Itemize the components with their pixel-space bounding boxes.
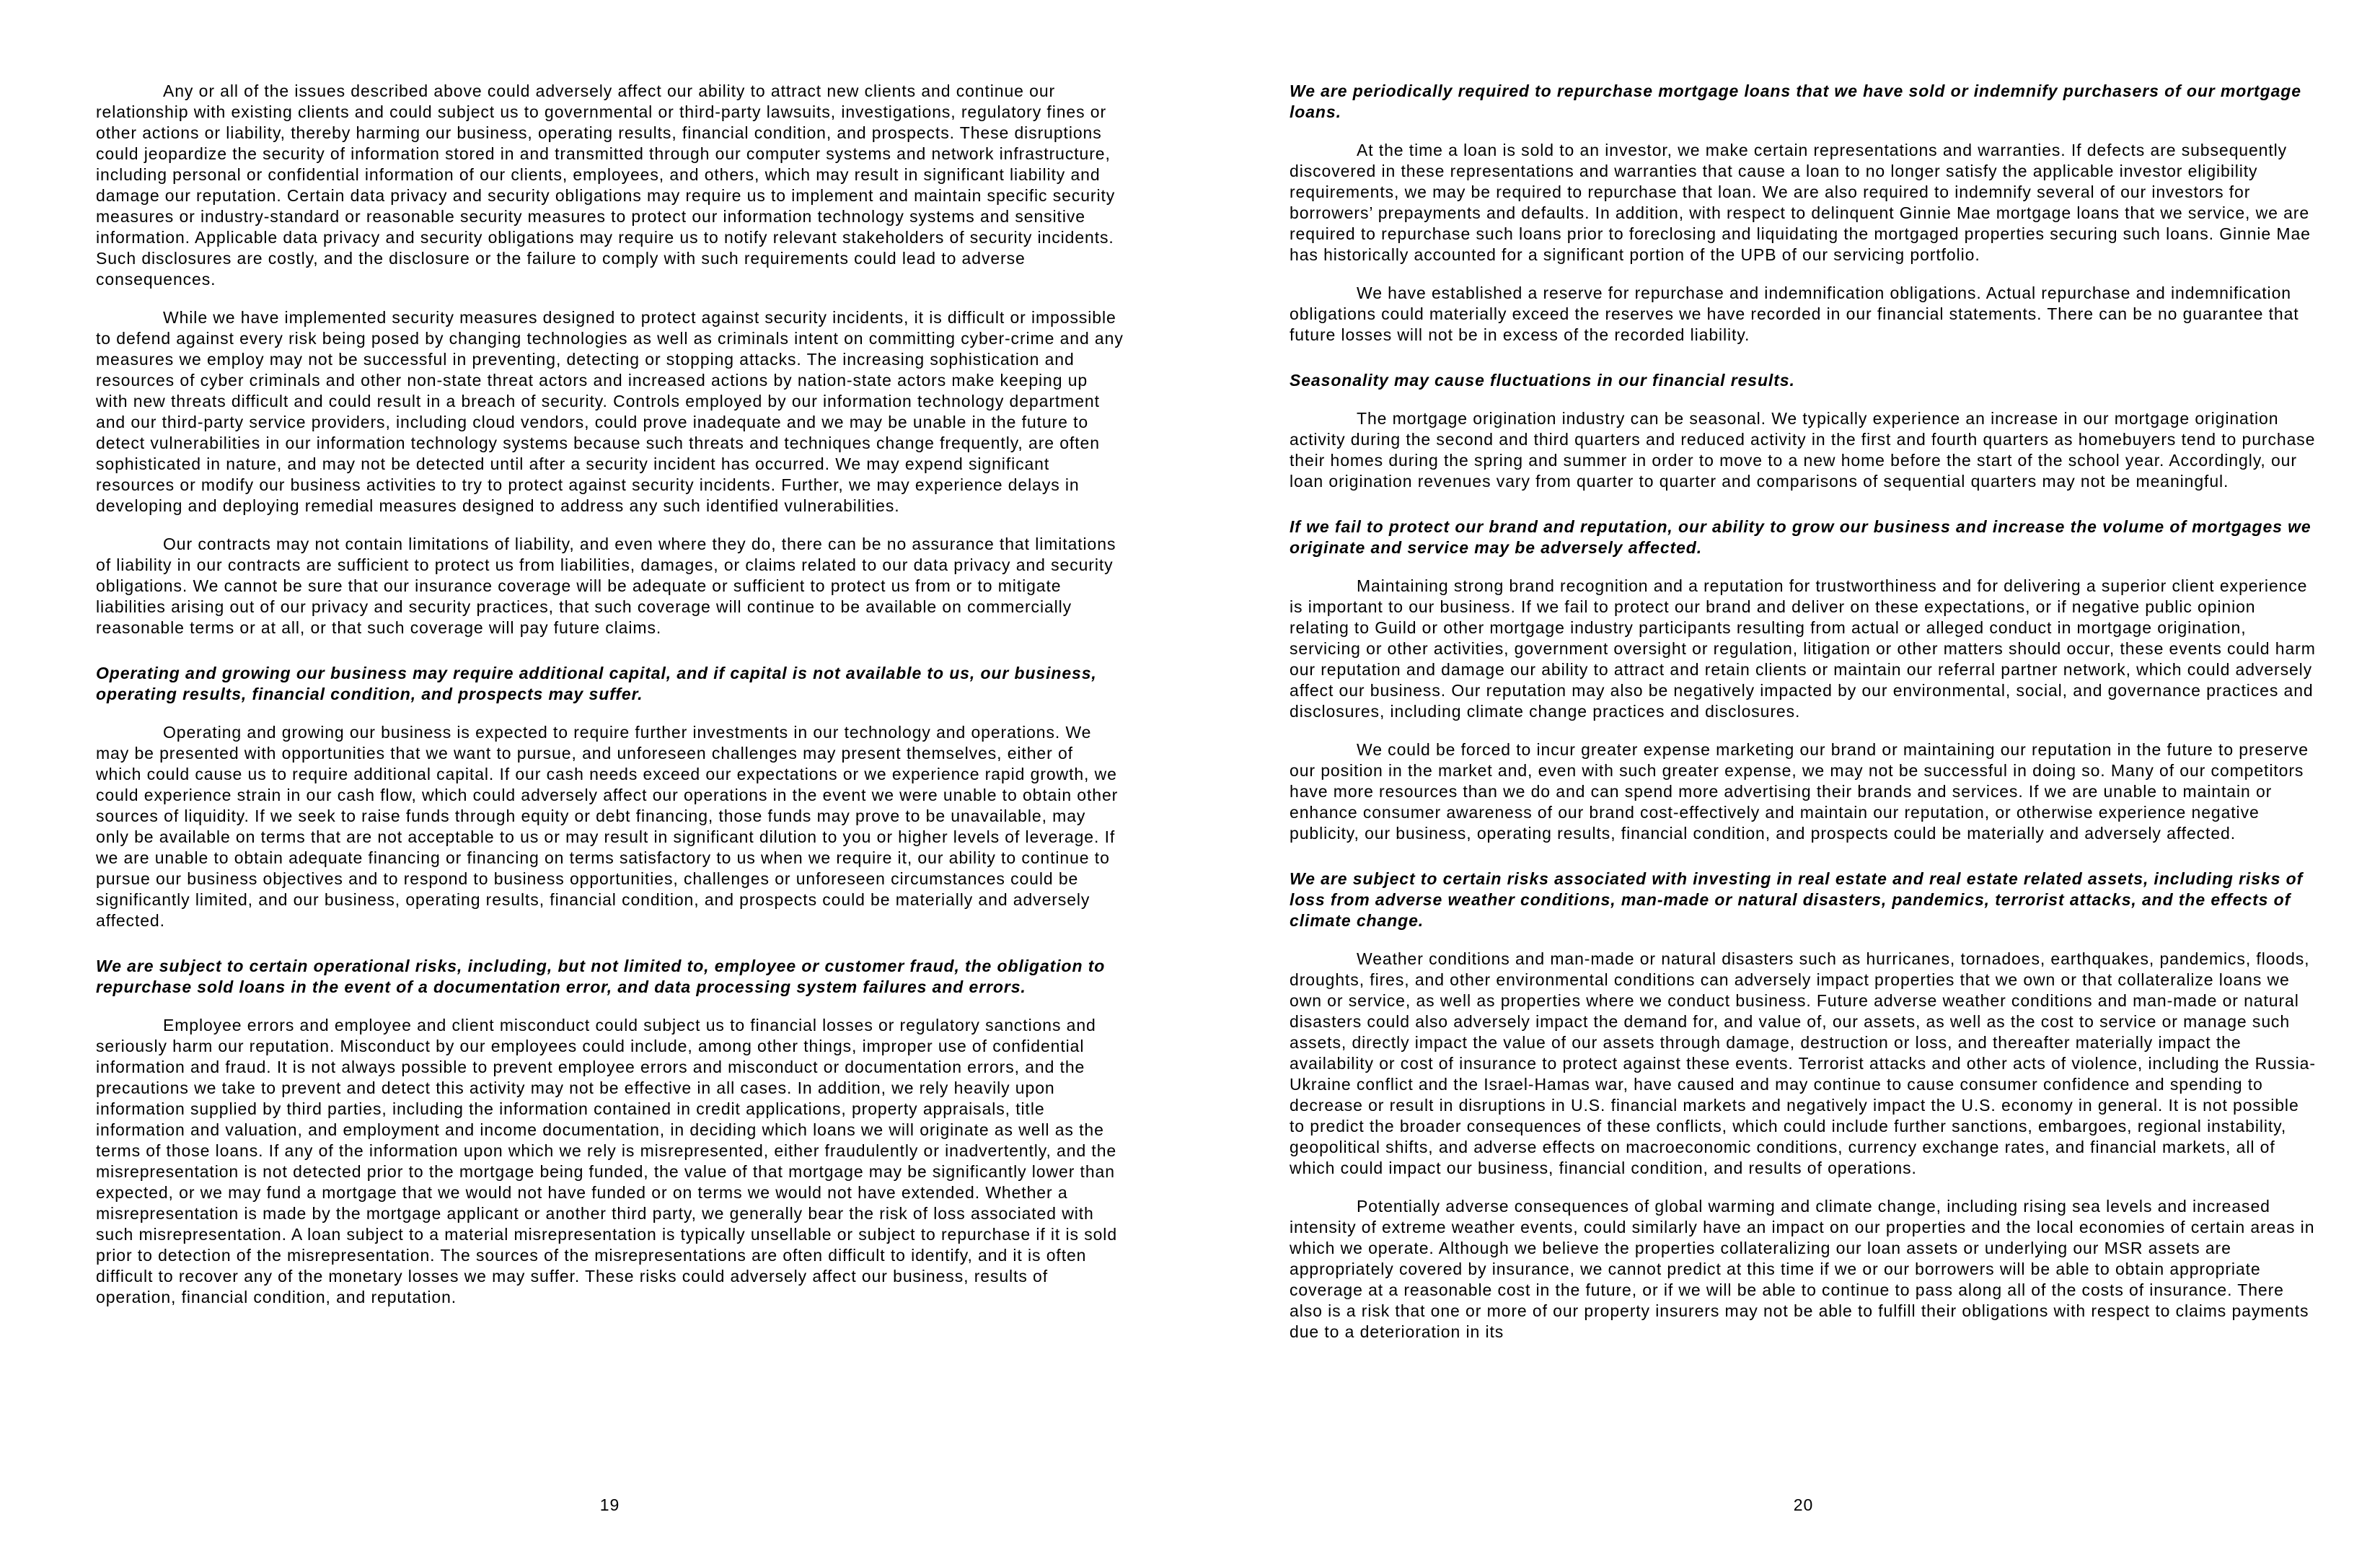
risk-factor-heading: Seasonality may cause fluctuations in our financial results. [1290,371,1795,390]
page-20 [1290,0,2317,1551]
page-19 [96,0,1124,1551]
risk-factor-heading: If we fail to protect our brand and reputation, our ability to grow our business and increase the volume of mortgages we originate and service may be adversely affected. [1290,517,2311,557]
body-paragraph: Maintaining strong brand recognition and a reputation for trustworthiness and for delivering a superior client experience is important to our business. If we fail to protect our brand and deliver on these expectations, or if negative public opinion relating to Guild or other mortgage industry participants resulting from actual or alleged conduct in mortgage origination, servicing or other activities, government oversight or regulation, litigation or other matters should occur, these events could harm our reputation and damage our ability to attract and retain clients or maintain our referral partner network, which could adversely affect our business. Our reputation may also be negatively impacted by our environmental, social, and governance practices and disclosures, including climate change practices and disclosures. [1290,576,2316,721]
body-paragraph: Our contracts may not contain limitations of liability, and even where they do, there can be no assurance that limitations of liability in our contracts are sufficient to protect us from liabilities, damages, or claims related to our data privacy and security obligations. We cannot be sure that our insurance coverage will be adequate or sufficient to protect us from or to mitigate liabilities arising out of our privacy and security practices, that such coverage will continue to be available on commercially reasonable terms or at all, or that such coverage will pay future claims. [96,535,1116,637]
body-paragraph: Operating and growing our business is expected to require further investments in our technology and operations. We may be presented with opportunities that we want to pursue, and unforeseen challenges may present themselves, either of which could cause us to require additional capital. If our cash needs exceed our expectations or we experience rapid growth, we could experience strain in our cash flow, which could adversely affect our operations in the event we were unable to obtain other sources of liquidity. If we seek to raise funds through equity or debt financing, those funds may prove to be unavailable, may only be available on terms that are not acceptable to us or may result in significant dilution to you or higher levels of leverage. If we are unable to obtain adequate financing or financing on terms satisfactory to us when we require it, our ability to continue to pursue our business objectives and to respond to business opportunities, challenges or unforeseen circumstances could be significantly limited, and our business, operating results, financial condition, and prospects could be materially and adversely affected. [96,723,1119,930]
risk-factor-heading: We are subject to certain operational risks, including, but not limited to, employee or customer fraud, the obligation to repurchase sold loans in the event of a documentation error, and data processing system failures and errors. [96,957,1106,996]
risk-factor-heading: We are periodically required to repurchase mortgage loans that we have sold or indemnify purchasers of our mortgage loans. [1290,82,2301,121]
page-19-body [96,81,1124,1325]
risk-factor-heading: Operating and growing our business may require additional capital, and if capital is not available to us, our business, operating results, financial condition, and prospects may suffer. [96,664,1097,703]
body-paragraph: Employee errors and employee and client misconduct could subject us to financial losses or regulatory sanctions and seriously harm our reputation. Misconduct by our employees could include, among other things, improper use of confidential information and fraud. It is not always possible to prevent employee errors and misconduct or documentation errors, and the precautions we take to prevent and detect this activity may not be effective in all cases. In addition, we rely heavily upon information supplied by third parties, including the information contained in credit applications, property appraisals, title information and valuation, and employment and income documentation, in deciding which loans we will originate as well as the terms of those loans. If any of the information upon which we rely is misrepresented, either fraudulently or inadvertently, and the misrepresentation is not detected prior to the mortgage being funded, the value of that mortgage may be significantly lower than expected, or we may fund a mortgage that we would not have funded or on terms we would not have extended. Whether a misrepresentation is made by the mortgage applicant or another third party, we generally bear the risk of loss associated with such misrepresentation. A loan subject to a material misrepresentation is typically unsellable or subject to repurchase if it is sold prior to detection of the misrepresentation. The sources of the misrepresentations are often difficult to identify, and it is often difficult to recover any of the monetary losses we may suffer. These risks could adversely affect our business, results of operation, financial condition, and reputation. [96,1016,1118,1306]
body-paragraph: The mortgage origination industry can be seasonal. We typically experience an increase in our mortgage origination activity during the second and third quarters and reduced activity in the first and fourth quarters as homebuyers tend to purchase their homes during the spring and summer in order to move to a new home before the start of the school year. Accordingly, our loan origination revenues vary from quarter to quarter and comparisons of sequential quarters may not be meaningful. [1290,409,2316,491]
body-paragraph: We have established a reserve for repurchase and indemnification obligations. Actual repurchase and indemnification obligations could materially exceed the reserves we have recorded in our financial statements. There can be no guarantee that future losses will not be in excess of the recorded liability. [1290,284,2299,344]
body-paragraph: While we have implemented security measures designed to protect against security incidents, it is difficult or impossible to defend against every risk being posed by changing technologies as well as criminals intent on committing cyber-crime and any measures we employ may not be successful in preventing, detecting or stopping attacks. The increasing sophistication and resources of cyber criminals and other non-state threat actors and increased actions by nation-state actors make keeping up with new threats difficult and could result in a breach of security. Controls employed by our information technology department and our third-party service providers, including cloud vendors, could prove inadequate and we may be unable in the future to detect vulnerabilities in our information technology systems because such threats and techniques change frequently, are often sophisticated in nature, and may not be detected until after a security incident has occurred. We may expend significant resources or modify our business activities to try to protect against security incidents. Further, we may experience delays in developing and deploying remedial measures designed to address any such identified vulnerabilities. [96,308,1124,515]
body-paragraph: Any or all of the issues described above could adversely affect our ability to attract new clients and continue our relationship with existing clients and could subject us to governmental or third-party lawsuits, investigations, regulatory fines or other actions or liability, thereby harming our business, operating results, financial condition, and prospects. These disruptions could jeopardize the security of information stored in and transmitted through our computer systems and network infrastructure, including personal or confidential information of our clients, employees, and others, which may result in significant liability and damage our reputation. Certain data privacy and security obligations may require us to implement and maintain specific security measures or industry-standard or reasonable security measures to protect our information technology systems and sensitive information. Applicable data privacy and security obligations may require us to notify relevant stakeholders of security incidents. Such disclosures are costly, and the disclosure or the failure to comply with such requirements could lead to adverse consequences. [96,82,1116,289]
page-20-body [1290,81,2317,1360]
risk-factor-heading: We are subject to certain risks associated with investing in real estate and real estate related assets, including risks of loss from adverse weather conditions, man-made or natural disasters, pandemics, terrorist attacks, and the effects of climate change. [1290,869,2304,930]
body-paragraph: Potentially adverse consequences of global warming and climate change, including rising sea levels and increased intensity of extreme weather events, could similarly have an impact on our properties and the local economies of certain areas in which we operate. Although we believe the properties collateralizing our loan assets or underlying our MSR assets are appropriately covered by insurance, we cannot predict at this time if we or our borrowers will be able to obtain appropriate coverage at a reasonable cost in the future, or if we will be able to continue to pass along all of the costs of insurance. There also is a risk that one or more of our property insurers may not be able to fulfill their obligations with respect to claims payments due to a deterioration in its [1290,1197,2315,1341]
body-paragraph: We could be forced to incur greater expense marketing our brand or maintaining our reputation in the future to preserve our position in the market and, even with such greater expense, we may not be successful in doing so. Many of our competitors have more resources than we do and can spend more advertising their brands and services. If we are unable to maintain or enhance consumer awareness of our brand cost-effectively and maintain our reputation, or otherwise experience negative publicity, our business, operating results, financial condition, and prospects could be materially and adversely affected. [1290,740,2309,843]
body-paragraph: At the time a loan is sold to an investor, we make certain representations and warranties. If defects are subsequently discovered in these representations and warranties that cause a loan to no longer satisfy the applicable investor eligibility requirements, we may be required to repurchase that loan. We are also required to indemnify several of our investors for borrowers’ prepayments and defaults. In addition, with respect to delinquent Ginnie Mae mortgage loans that we service, we are required to repurchase such loans prior to foreclosing and liquidating the mortgaged properties securing such loans. Ginnie Mae has historically accounted for a significant portion of the UPB of our servicing portfolio. [1290,141,2311,264]
page-20-number: 20 [1793,1495,1814,1514]
body-paragraph: Weather conditions and man-made or natural disasters such as hurricanes, tornadoes, earthquakes, pandemics, floods, droughts, fires, and other environmental conditions can adversely impact properties that we own or that collateralize loans we own or service, as well as properties where we conduct business. Future adverse weather conditions and man-made or natural disasters could also adversely impact the demand for, and value of, our assets, as well as the cost to service or manage such assets, directly impact the value of our assets through damage, destruction or loss, and thereafter materially impact the availability or cost of insurance to protect against these events. Terrorist attacks and other acts of violence, including the Russia-Ukraine conflict and the Israel-Hamas war, have caused and may continue to cause consumer confidence and spending to decrease or result in disruptions in U.S. financial markets and negatively impact the U.S. economy in general. It is not possible to predict the broader consequences of these conflicts, which could include further sanctions, embargoes, regional instability, geopolitical shifts, and adverse effects on macroeconomic conditions, currency exchange rates, and financial markets, all of which could impact our business, financial condition, and results of operations. [1290,949,2316,1177]
page-19-number: 19 [599,1495,620,1514]
